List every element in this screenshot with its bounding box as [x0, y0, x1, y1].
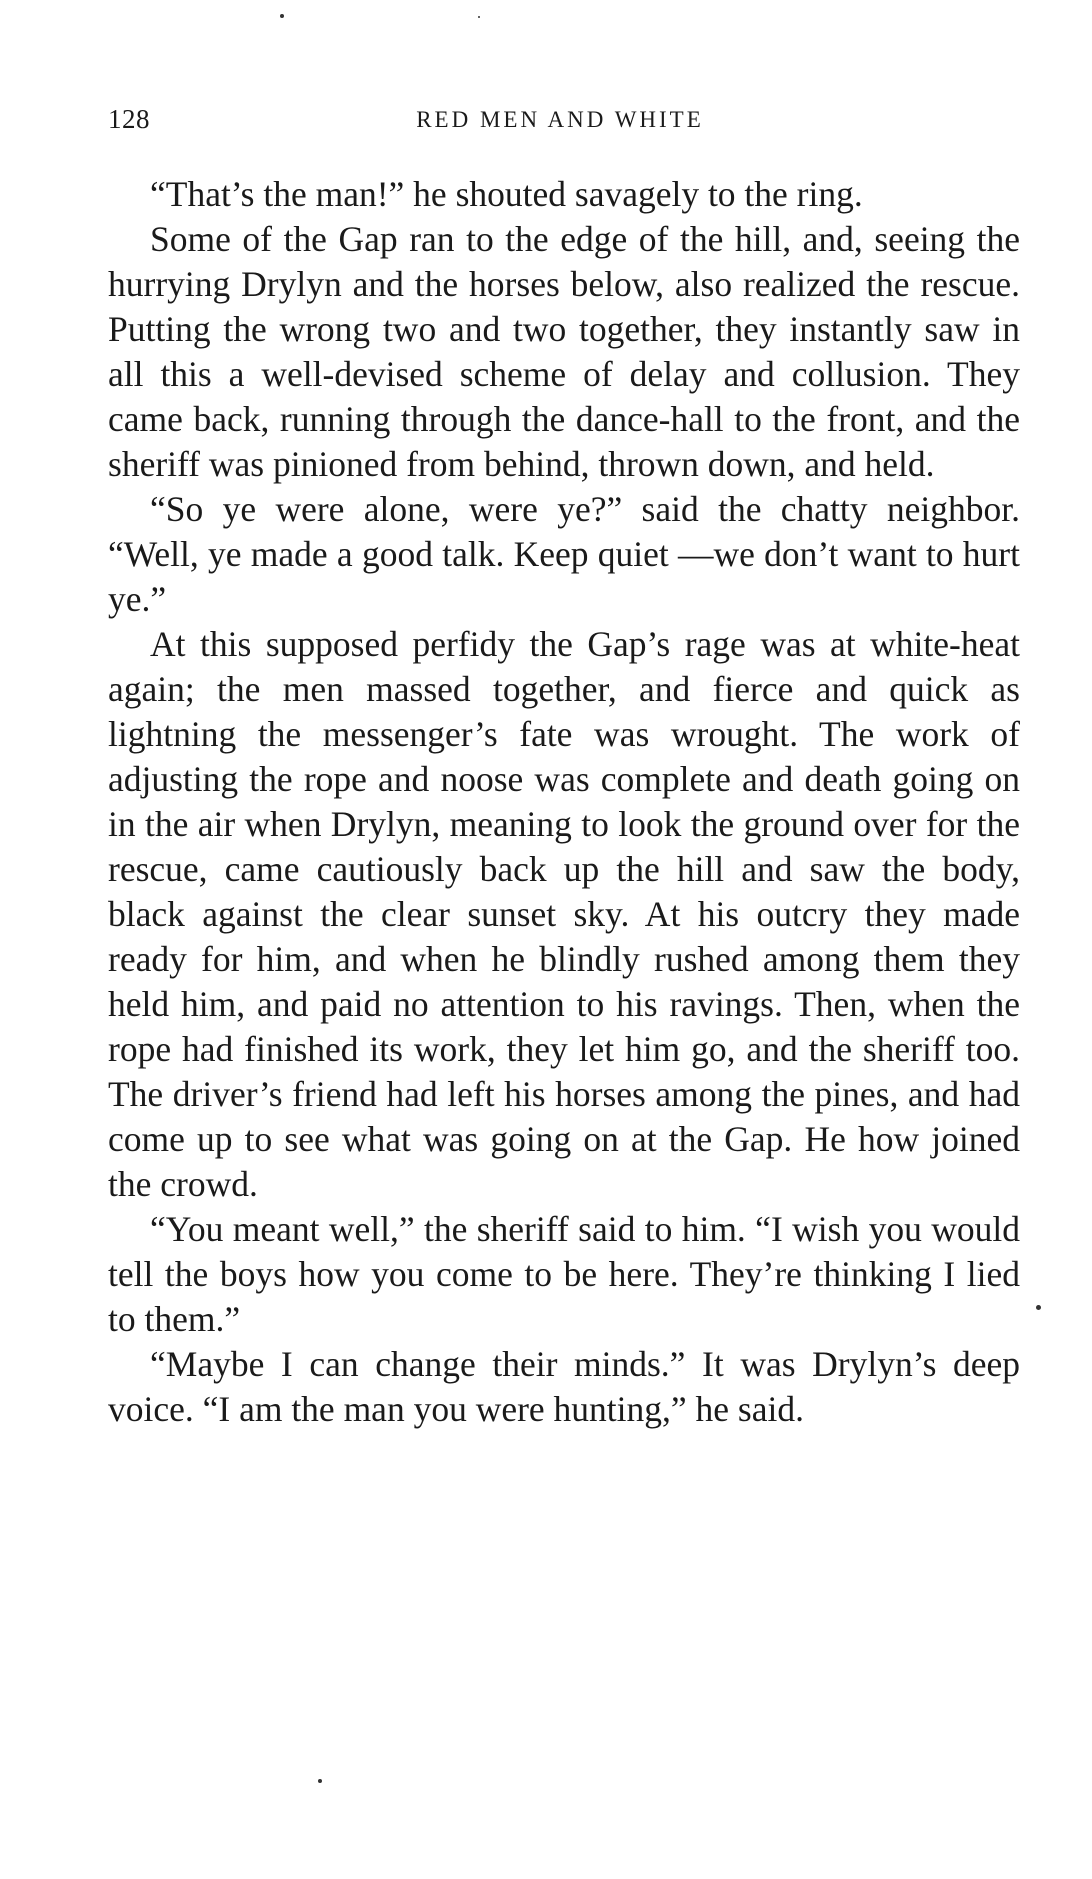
page-header: [108, 104, 1012, 144]
running-head: RED MEN AND WHITE: [416, 107, 704, 132]
paragraph-5: “You meant well,” the sheriff said to him. “I wish you would tell the boys how you come to be here. They’re thinking I lied to them.”: [108, 1209, 1020, 1339]
ink-speck-margin: [1036, 1305, 1041, 1310]
ink-speck-top-right: [478, 16, 480, 18]
paragraph-2: Some of the Gap ran to the edge of the hill, and, seeing the hurrying Drylyn and the horses below, also realized the rescue. Putting the wrong two and two together, they instantly saw in all this a well-devised scheme of delay and collusion. They came back, running through the dance-hall to the front, and the sheriff was pinioned from behind, thrown down, and held.: [108, 219, 1020, 484]
paragraph-4: At this supposed perfidy the Gap’s rage was at white-heat again; the men massed together, and fierce and quick as lightning the messenger’s fate was wrought. The work of adjusting the rope and noose was complete and death going on in the air when Drylyn, meaning to look the ground over for the rescue, came cautiously back up the hill and saw the body, black against the clear sunset sky. At his outcry they made ready for him, and when he blindly rushed among them they held him, and paid no attention to his ravings. Then, when the rope had finished its work, they let him go, and the sheriff too. The driver’s friend had left his horses among the pines, and had come up to see what was going on at the Gap. He how joined the crowd.: [108, 624, 1020, 1204]
body-text: [108, 172, 1020, 1432]
paragraph-1: “That’s the man!” he shouted savagely to the ring.: [150, 174, 863, 214]
page-number: 128: [108, 104, 150, 134]
paragraph-6: “Maybe I can change their minds.” It was Drylyn’s deep voice. “I am the man you were hunting,” he said.: [108, 1344, 1020, 1429]
ink-speck-bottom: [318, 1779, 322, 1783]
paragraph-3: “So ye were alone, were ye?” said the chatty neighbor. “Well, ye made a good talk. Keep quiet —we don’t want to hurt ye.”: [108, 489, 1020, 619]
ink-speck-top: [280, 14, 284, 18]
